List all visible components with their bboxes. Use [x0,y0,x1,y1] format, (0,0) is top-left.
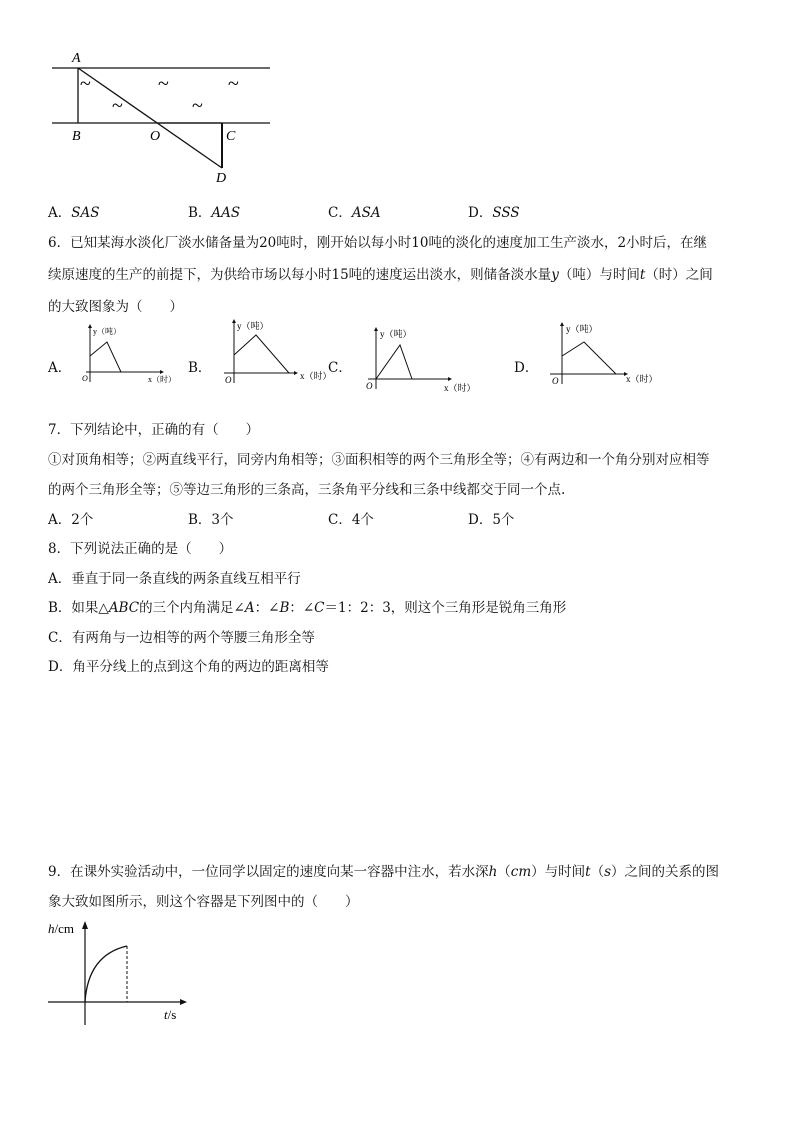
q6-stem-line3: 的大致图象为（ ） [48,299,183,315]
q5-option-b[interactable]: B．AAS [188,205,241,221]
q6-graph-c[interactable] [360,323,484,395]
label-d: D [216,171,227,186]
svg-text:x（时）: x（时） [444,383,476,393]
q7-option-a[interactable]: A．2个 [48,512,94,528]
svg-text:t/s: t/s [164,1007,177,1022]
wave-mark: ~ [80,73,91,95]
wave-mark: ~ [192,95,203,117]
q8-option-c[interactable]: C．有两角与一边相等的两个等腰三角形全等 [48,630,315,646]
q7-option-d[interactable]: D．5个 [468,512,515,528]
segment-ad [78,68,222,168]
q6-graph-d[interactable] [540,320,666,386]
svg-text:y（吨）: y（吨） [93,327,121,336]
q9-stem-line2: 象大致如图所示，则这个容器是下列图中的（ ） [48,894,359,910]
label-o: O [150,129,161,144]
q9-stem-line1: 9．在课外实验活动中，一位同学以固定的速度向某一容器中注水，若水深h（cm）与时间t（s）之间的关系的图 [48,864,720,880]
q9-depth-time-graph [40,915,200,1030]
q7-body-line2: 的两个三角形全等；⑤等边三角形的三条高，三条角平分线和三条中线都交于同一个点. [48,482,566,498]
q5-option-d[interactable]: D．SSS [468,205,520,221]
q7-stem: 7．下列结论中，正确的有（ ） [48,422,260,438]
svg-text:x（时）: x（时） [626,374,658,384]
q7-body-line1: ①对顶角相等；②两直线平行，同旁内角相等；③面积相等的两个三角形全等；④有两边和一个角分别对应相等 [48,452,710,468]
q6-option-d[interactable]: D． [514,360,539,376]
q8-option-d[interactable]: D．角平分线上的点到这个角的两边的距离相等 [48,659,329,675]
label-b: B [72,129,81,144]
q6-option-c[interactable]: C． [328,360,352,376]
svg-text:x（时）: x（时） [148,375,176,384]
q6-stem-line2: 续原速度的生产的前提下，为供给市场以每小时15吨的速度运出淡水，则储备淡水量y（吨）与时间t（时）之间 [48,267,713,283]
svg-text:O: O [366,381,373,391]
q7-option-c[interactable]: C．4个 [328,512,374,528]
q5-option-c[interactable]: C．ASA [328,205,381,221]
svg-text:y（吨）: y（吨） [237,321,269,331]
label-c: C [226,129,236,144]
q6-option-a[interactable]: A． [48,360,72,376]
label-a: A [72,51,81,66]
q5-option-a[interactable]: A．SAS [48,205,100,221]
wave-mark: ~ [112,95,123,117]
q8-option-b[interactable]: B．如果△ABC的三个内角满足∠A：∠B：∠C＝1：2：3，则这个三角形是锐角三角形 [48,600,567,616]
q8-stem: 8．下列说法正确的是（ ） [48,541,233,557]
svg-text:O: O [225,375,232,385]
svg-text:y（吨）: y（吨） [380,329,412,339]
q5-geometry-figure [40,48,290,188]
svg-text:h/cm: h/cm [48,921,74,936]
svg-text:y（吨）: y（吨） [566,324,598,334]
svg-text:O: O [552,376,559,386]
svg-text:O: O [82,374,88,383]
q6-graph-a[interactable] [68,322,178,388]
q6-stem-line1: 6．已知某海水淡化厂淡水储备量为20吨时，刚开始以每小时10吨的淡化的速度加工生产淡水，2小时后，在继 [48,235,708,251]
svg-text:x（时）: x（时） [300,371,332,381]
q8-option-a[interactable]: A．垂直于同一条直线的两条直线互相平行 [48,571,301,587]
q6-graph-b[interactable] [212,317,334,387]
q7-option-b[interactable]: B．3个 [188,512,234,528]
wave-mark: ~ [158,73,169,95]
q6-option-b[interactable]: B． [188,360,212,376]
wave-mark: ~ [228,73,239,95]
